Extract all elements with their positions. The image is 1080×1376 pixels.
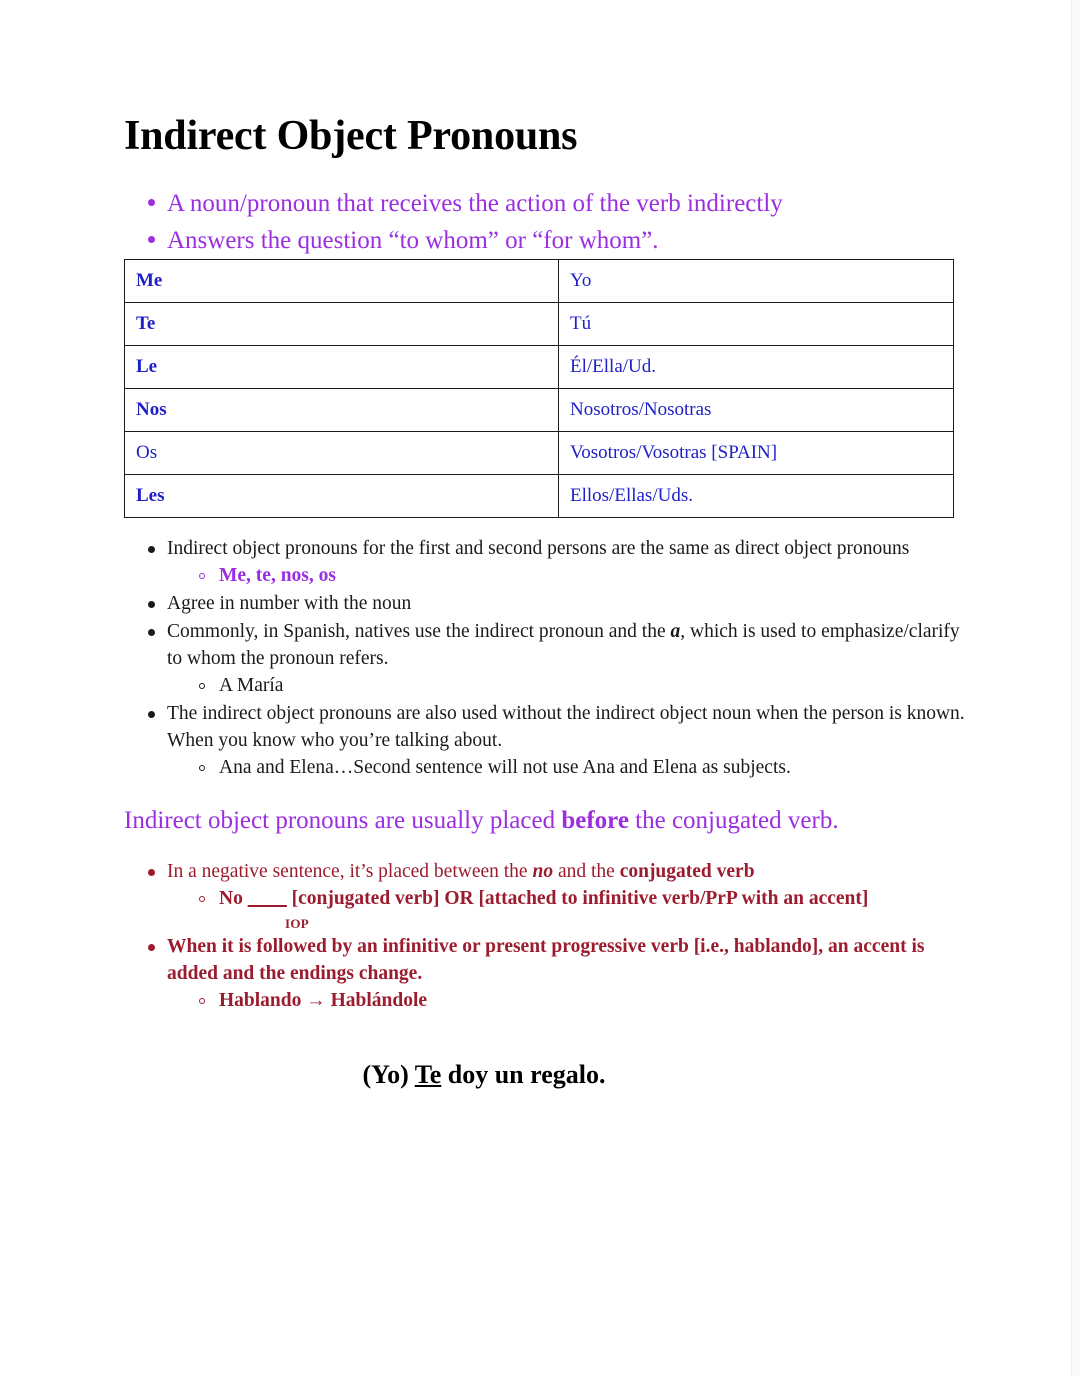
list-item <box>167 988 974 1015</box>
intro-bullet-list <box>124 186 974 258</box>
note-text-post: , which is used to emphasize/clarify to whom the pronoun refers. <box>167 621 960 669</box>
page-right-edge <box>1071 0 1080 1376</box>
bullet-dot-icon <box>148 199 155 206</box>
table-cell-pronoun: Le <box>125 346 559 389</box>
list-item <box>167 886 974 913</box>
list-item <box>124 701 974 782</box>
table-row <box>125 432 954 475</box>
table-cell-subject: Yo <box>559 260 954 303</box>
list-item <box>124 186 974 222</box>
list-item <box>124 934 974 1015</box>
list-item <box>124 859 974 933</box>
red-subtext-a: No <box>219 887 248 909</box>
red-notes-sub-list <box>167 988 974 1015</box>
notes-sub-list <box>167 673 974 700</box>
example-pre: (Yo) <box>362 1060 415 1090</box>
bullet-dot-icon <box>148 869 155 876</box>
notes-sub-list <box>167 755 974 782</box>
table-cell-subject: Tú <box>559 303 954 346</box>
table-cell-pronoun: Me <box>125 260 559 303</box>
red-note-emphasis-no: no <box>532 860 554 882</box>
table-row <box>125 475 954 518</box>
list-item <box>167 563 974 590</box>
bullet-circle-icon <box>199 998 205 1004</box>
list-item <box>124 536 974 590</box>
table-row <box>125 260 954 303</box>
table-row <box>125 389 954 432</box>
list-item <box>167 755 974 782</box>
red-note-text: When it is followed by an infinitive or present progressive verb [i.e., hablando], an accent is added and the endings change. <box>167 935 925 984</box>
note-text: Indirect object pronouns for the first and second persons are the same as direct object pronouns <box>167 538 910 560</box>
table-cell-subject: Él/Ella/Ud. <box>559 346 954 389</box>
statement-pre: Indirect object pronouns are usually placed <box>124 807 562 835</box>
red-note-mid: and the <box>553 860 620 882</box>
example-post: doy un regalo. <box>441 1060 606 1090</box>
red-note-strong: conjugated verb <box>619 860 755 882</box>
table-cell-pronoun: Os <box>125 432 559 475</box>
list-item <box>124 591 974 618</box>
note-text: Agree in number with the noun <box>167 593 412 615</box>
red-subtext: Hablando → Hablándole <box>219 989 428 1011</box>
bullet-dot-icon <box>148 629 155 636</box>
list-item <box>124 619 974 700</box>
pronoun-table <box>124 259 954 518</box>
note-emphasis-a: a <box>670 621 681 643</box>
bullet-dot-icon <box>148 546 155 553</box>
red-note-pre: In a negative sentence, it’s placed between the <box>167 860 533 882</box>
table-cell-pronoun: Les <box>125 475 559 518</box>
table-row <box>125 303 954 346</box>
page-title: Indirect Object Pronouns <box>124 113 578 159</box>
statement-emphasis: before <box>561 807 629 835</box>
list-item <box>167 673 974 700</box>
red-notes-sub-list <box>167 886 974 913</box>
table-cell-subject: Vosotros/Vosotras [SPAIN] <box>559 432 954 475</box>
note-subtext: Me, te, nos, os <box>219 565 336 587</box>
bullet-dot-icon <box>148 944 155 951</box>
red-subtext-b: [conjugated verb] OR [attached to infinitive verb/PrP with an accent] <box>286 887 869 909</box>
bullet-circle-icon <box>199 896 205 902</box>
bullet-circle-icon <box>199 683 205 689</box>
bullet-circle-icon <box>199 765 205 771</box>
notes-bullet-list <box>124 536 974 781</box>
table-row <box>125 346 954 389</box>
placement-statement <box>124 803 924 839</box>
notes-sub-list <box>167 563 974 590</box>
document-content <box>124 112 974 1090</box>
list-item <box>124 223 974 259</box>
bullet-dot-icon <box>148 236 155 243</box>
example-sentence <box>124 1060 844 1090</box>
bullet-circle-icon <box>199 573 205 579</box>
table-cell-subject: Nosotros/Nosotras <box>559 389 954 432</box>
table-cell-subject: Ellos/Ellas/Uds. <box>559 475 954 518</box>
blank-underline: ____ <box>247 887 287 909</box>
intro-bullet-text: A noun/pronoun that receives the action of the verb indirectly <box>167 190 783 218</box>
red-notes-list <box>124 859 974 1014</box>
note-subtext: A María <box>219 674 284 696</box>
bullet-dot-icon <box>148 711 155 718</box>
intro-bullet-text: Answers the question “to whom” or “for whom”. <box>167 226 659 254</box>
iop-label: IOP <box>285 915 310 931</box>
note-text: The indirect object pronouns are also used without the indirect object noun when the person is known. When you know who you’re talking about. <box>167 702 965 751</box>
note-subtext: Ana and Elena…Second sentence will not use Ana and Elena as subjects. <box>219 756 791 778</box>
table-cell-pronoun: Te <box>125 303 559 346</box>
bullet-dot-icon <box>148 601 155 608</box>
note-text-pre: Commonly, in Spanish, natives use the indirect pronoun and the <box>167 621 671 643</box>
table-cell-pronoun: Nos <box>125 389 559 432</box>
statement-post: the conjugated verb. <box>628 807 839 835</box>
example-underlined-pronoun: Te <box>414 1060 442 1090</box>
